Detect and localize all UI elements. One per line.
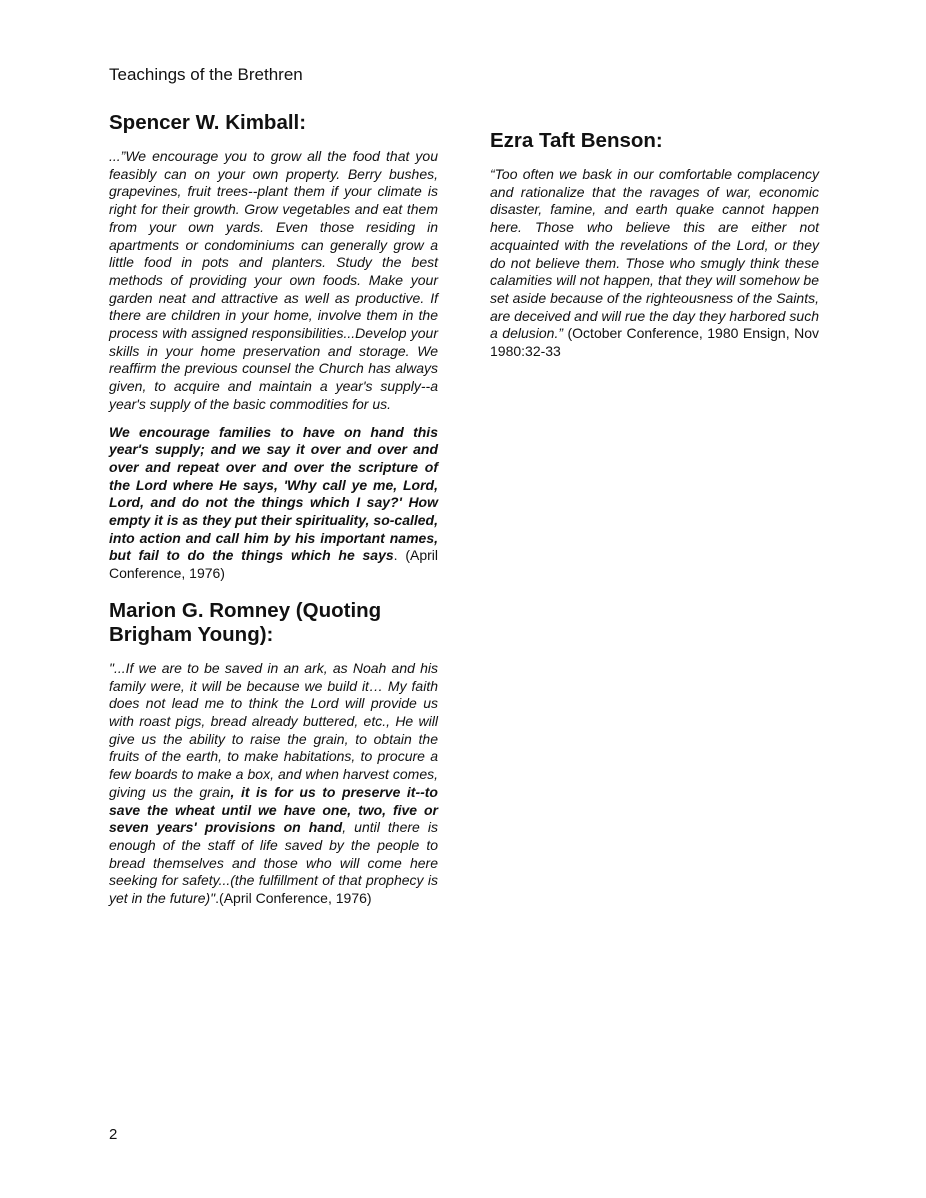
benson-quote-paragraph [490,166,819,361]
kimball-quote: ...”We encourage you to grow all the food that you feasibly can on your own property. Berry bushes, grapevines, fruit trees--plant them if your climate is right for their growth. Grow vegetables and eat them from your own yards. Even those residing in apartments or condominiums can generally grow a little food in pots and planters. Study the best methods of providing your own foods. Make your garden neat and attractive as well as productive. If there are children in your home, involve them in the process with assigned responsibilities...Develop your skills in your home preservation and storage. We reaffirm the previous counsel the Church has always given, to acquire and maintain a year's supply--a year's supply of the basic commodities for us. [109,148,438,412]
benson-section [490,129,819,361]
romney-quote-part1: "...If we are to be saved in an ark, as Noah and his family were, it will be because we build it… My faith does not lead me to think the Lord will provide us with roast pigs, bread already buttered, etc., He will give us the ability to raise the grain, to obtain the fruits of the earth, to make habitations, to procure a few boards to make a box, and when harvest comes, giving us the grain [109,659,438,800]
romney-heading: Marion G. Romney (Quoting Brigham Young): [109,598,382,646]
romney-citation: .(April Conference, 1976) [215,890,372,907]
running-header: Teachings of the Brethren [109,65,303,84]
right-column [490,129,819,361]
romney-quote-bold: , it is for us to preserve it--to save the wheat until we have one, two, five or seven years' provisions on hand [109,783,438,836]
benson-heading: Ezra Taft Benson: [490,129,663,152]
benson-quote: “Too often we bask in our comfortable complacency and rationalize that the ravages of war, economic disaster, famine, and earth quake cannot happen here. Those who believe this are either not acquainted with the revelations of the Lord, or they do not believe them. Those who smugly think these calamities will not happen, that they will somehow be set aside because of the righteousness of the Saints, are deceived and will rue the day they harbored such a delusion.” [490,166,819,342]
romney-section [109,599,438,908]
left-column [109,111,438,908]
page-number: 2 [109,1126,118,1143]
kimball-emphasis: We encourage families to have on hand this year's supply; and we say it over and over and over and repeat over and over the scripture of the Lord where He says, 'Why call ye me, Lord, Lord, and do not the things which I say?' How empty it is as they put their spirituality, so-called, into action and call him by his important names, but fail to do the things which he says [109,423,438,564]
romney-quote-paragraph [109,660,438,908]
benson-citation: (October Conference, 1980 Ensign, Nov 1980:32-33 [490,325,819,360]
kimball-emphasis-paragraph [109,424,438,583]
kimball-heading: Spencer W. Kimball: [109,111,307,134]
romney-quote-part2: , until there is enough of the staff of life saved by the people to bread themselves and those who will come here seeking for safety...(the fulfillment of that prophecy is yet in the future)" [109,819,439,907]
kimball-citation: . (April Conference, 1976) [109,547,438,582]
kimball-section [109,111,438,583]
